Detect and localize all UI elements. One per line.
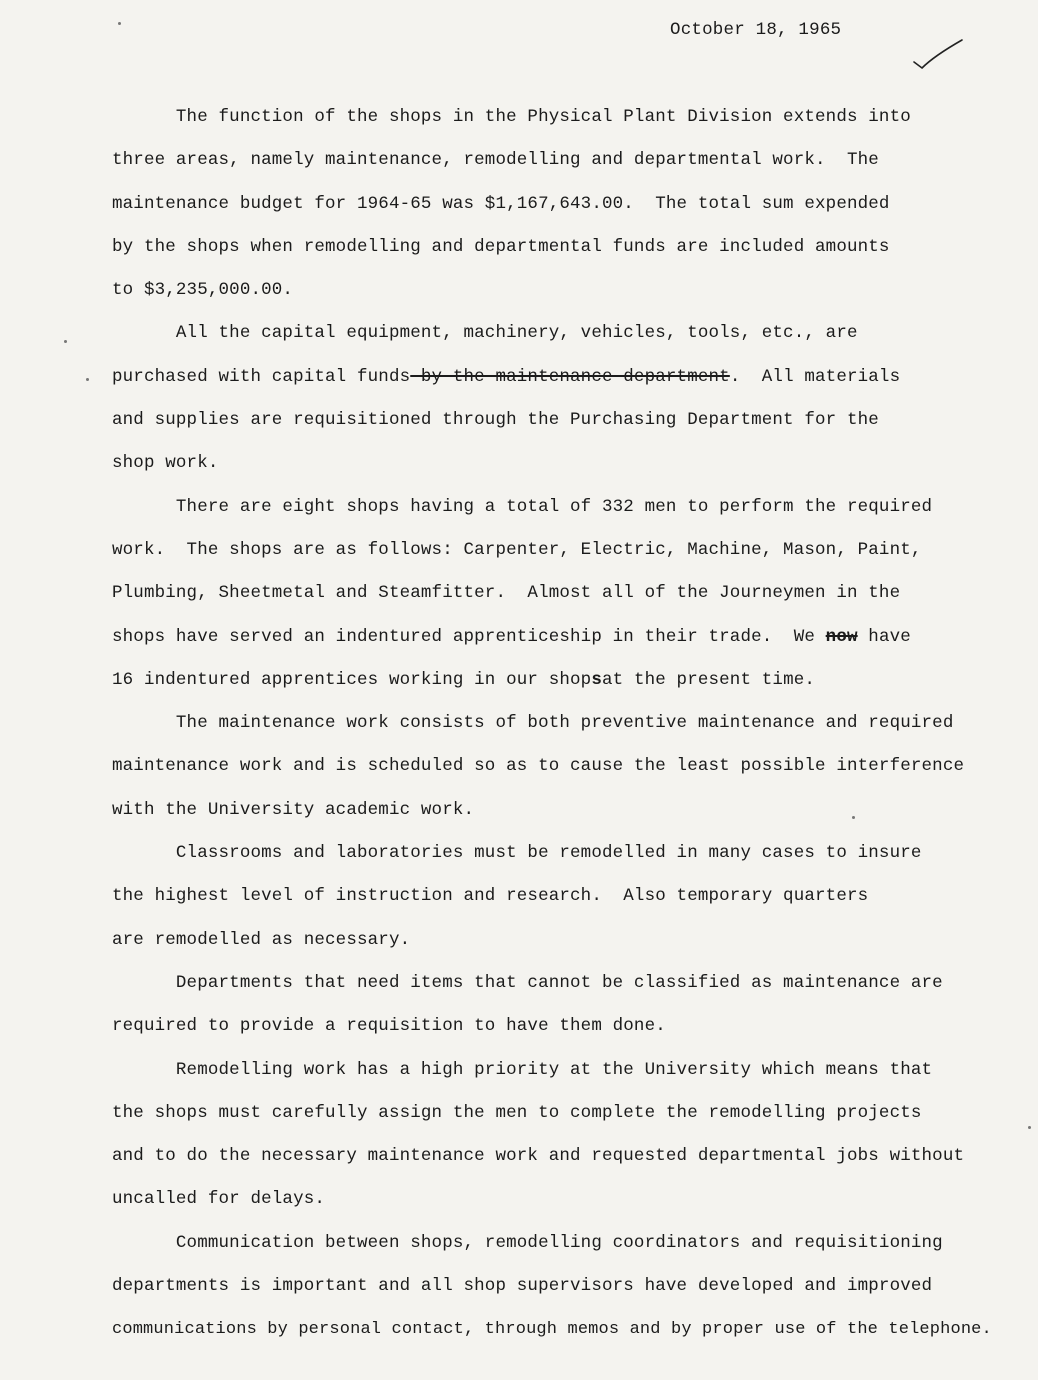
text-line: by the shops when remodelling and departmental funds are included amounts <box>112 236 890 257</box>
text-line: There are eight shops having a total of 332 men to perform the required <box>112 496 933 517</box>
paragraph-4 <box>112 702 1032 832</box>
text-line-with-correction <box>112 616 1032 659</box>
text-line: maintenance budget for 1964-65 was $1,167,643.00. The total sum expended <box>112 193 890 214</box>
text-line: required to provide a requisition to have them done. <box>112 1016 666 1037</box>
text-line: and to do the necessary maintenance work and requested departmental jobs without <box>112 1146 965 1167</box>
text-line-with-correction <box>112 659 1032 702</box>
text-line: to $3,235,000.00. <box>112 280 294 301</box>
paragraph-7 <box>112 1049 1032 1222</box>
text-segment: . All materials <box>729 366 901 387</box>
text-line: the highest level of instruction and research. Also temporary quarters <box>112 886 869 907</box>
text-line: departments is important and all shop supervisors have developed and improved <box>112 1276 933 1297</box>
text-segment: purchased with capital funds <box>112 366 411 387</box>
document-date: October 18, 1965 <box>670 20 842 40</box>
text-line: with the University academic work. <box>112 799 475 820</box>
text-line: the shops must carefully assign the men to complete the remodelling projects <box>112 1102 922 1123</box>
paragraph-5 <box>112 832 1032 962</box>
text-segment: 16 indentured apprentices working in our shop <box>112 669 592 690</box>
paper-speck <box>118 22 121 25</box>
memo-body <box>112 96 1032 1352</box>
text-line: Remodelling work has a high priority at the University which means that <box>112 1059 933 1080</box>
text-line: Communication between shops, remodelling coordinators and requisitioning <box>112 1232 943 1253</box>
paragraph-2 <box>112 312 1032 485</box>
text-line-with-strikethrough <box>112 356 1032 399</box>
paper-speck <box>86 378 89 381</box>
paragraph-1 <box>112 96 1032 312</box>
text-line: and supplies are requisitioned through the Purchasing Department for the <box>112 410 879 431</box>
text-segment: at the present time. <box>601 669 816 690</box>
text-line: Classrooms and laboratories must be remodelled in many cases to insure <box>112 843 922 864</box>
paragraph-3 <box>112 486 1032 702</box>
text-line: shop work. <box>112 453 219 474</box>
handwritten-checkmark-icon <box>908 36 968 76</box>
text-line: All the capital equipment, machinery, vehicles, tools, etc., are <box>112 323 858 344</box>
text-line: Plumbing, Sheetmetal and Steamfitter. Almost all of the Journeymen in the <box>112 583 901 604</box>
text-line: Departments that need items that cannot be classified as maintenance are <box>112 972 943 993</box>
text-line: The function of the shops in the Physical Plant Division extends into <box>112 107 911 127</box>
blotted-letter: s <box>591 669 602 690</box>
text-line: work. The shops are as follows: Carpenter, Electric, Machine, Mason, Paint, <box>112 539 922 560</box>
blotted-word: now <box>825 626 858 647</box>
paragraph-6 <box>112 962 1032 1049</box>
paragraph-8 <box>112 1222 1032 1352</box>
text-line: communications by personal contact, through memos and by proper use of the telephone. <box>112 1320 992 1340</box>
text-line: uncalled for delays. <box>112 1189 326 1210</box>
struck-out-text: by the maintenance department <box>410 366 730 387</box>
text-line: are remodelled as necessary. <box>112 929 411 950</box>
text-line: three areas, namely maintenance, remodelling and departmental work. The <box>112 150 879 171</box>
paper-speck <box>64 340 67 343</box>
text-line: The maintenance work consists of both preventive maintenance and required <box>112 713 954 734</box>
text-segment: shops have served an indentured apprenticeship in their trade. We <box>112 626 826 647</box>
text-segment: have <box>857 626 911 647</box>
text-line: maintenance work and is scheduled so as to cause the least possible interference <box>112 756 965 777</box>
